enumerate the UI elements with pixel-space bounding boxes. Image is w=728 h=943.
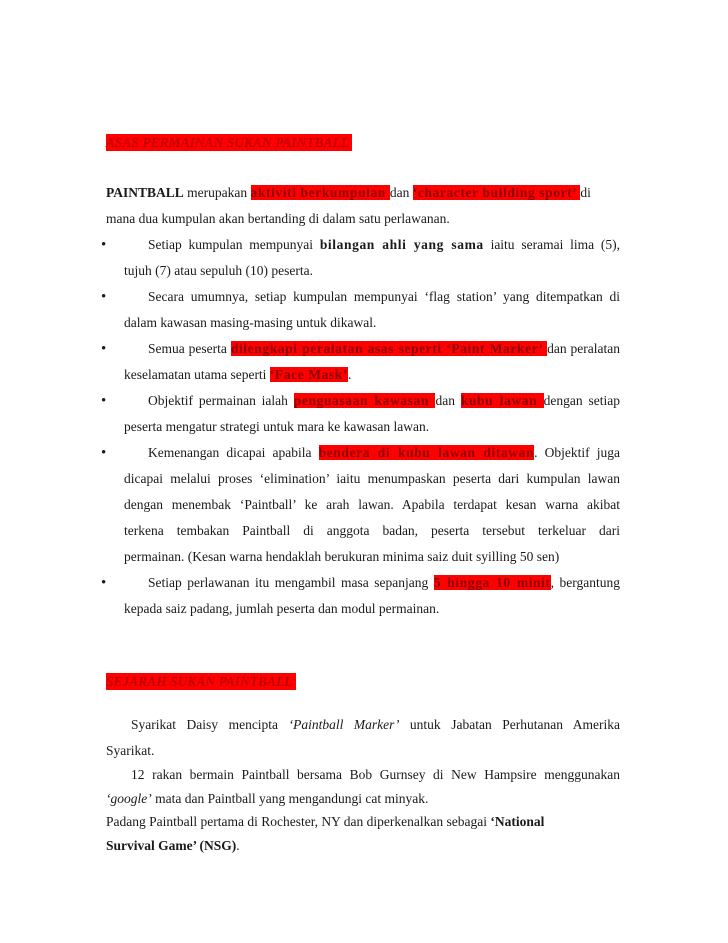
- para-text: mata dan Paintball yang mengandungi cat minyak.: [151, 791, 429, 806]
- bullet-5-line-1: [148, 444, 620, 462]
- bullet-text: Kemenangan dicapai apabila: [148, 445, 319, 460]
- section-heading-asas: [106, 135, 352, 151]
- intro-text: merupakan: [183, 185, 251, 200]
- italic-text: ‘google’: [106, 791, 152, 806]
- bullet-text: keselamatan utama seperti: [124, 367, 270, 382]
- highlight-penguasaan: penguasaan kawasan: [293, 393, 436, 408]
- highlight-kubu-lawan: kubu lawan: [460, 393, 544, 408]
- heading-highlight: ASAS PERMAINAN SUKAN PAINTBALL: [106, 134, 352, 151]
- sejarah-p2-line-2: [106, 790, 428, 808]
- bullet-marker: •: [101, 575, 107, 591]
- italic-text: ‘Paintball Marker’: [288, 717, 400, 732]
- bullet-text: dengan setiap: [543, 393, 620, 408]
- para-text: untuk Jabatan Perhutanan Amerika: [399, 717, 620, 732]
- bullet-6-line-1: [148, 574, 620, 592]
- bullet-2-line-1: Secara umumnya, setiap kumpulan mempunyai ‘flag station’ yang ditempatkan di: [148, 289, 620, 304]
- bullet-4-line-1: [148, 392, 620, 410]
- bullet-marker: •: [101, 393, 107, 409]
- highlight-bendera: bendera di kubu lawan ditawan: [318, 445, 535, 460]
- sejarah-p3-line-2: [106, 837, 240, 855]
- bullet-3-line-1: [148, 340, 620, 358]
- bullet-3-line-2: [124, 366, 351, 384]
- bullet-marker: •: [101, 289, 107, 305]
- sejarah-p2-line-1: 12 rakan bermain Paintball bersama Bob Gurnsey di New Hampsire menggunakan: [131, 767, 620, 782]
- intro-line-1: [106, 184, 591, 202]
- heading-highlight: SEJARAH SUKAN PAINTBALL: [106, 673, 296, 690]
- bullet-2-line-2: dalam kawasan masing-masing untuk dikawal.: [124, 315, 377, 330]
- bullet-text: iaitu seramai lima (5),: [483, 237, 620, 252]
- para-text: .: [236, 838, 240, 853]
- highlight-aktiviti: aktiviti berkumpulan: [250, 185, 390, 200]
- bullet-1-line-2: tujuh (7) atau sepuluh (10) peserta.: [124, 263, 313, 278]
- bold-text: Survival Game’ (NSG): [106, 838, 237, 853]
- section-heading-sejarah: [106, 674, 296, 690]
- bold-text: bilangan ahli yang sama: [319, 237, 484, 252]
- bullet-marker: •: [101, 341, 107, 357]
- bullet-5-line-3: dengan menembak ‘Paintball’ ke arah lawan. Apabila terdapat kesan warna akibat: [124, 497, 620, 512]
- bullet-text: , bergantung: [550, 575, 620, 590]
- bullet-5-line-2: dicapai melalui proses ‘elimination’ iaitu menumpaskan peserta dari kumpulan lawan: [124, 471, 620, 486]
- intro-term: PAINTBALL: [106, 185, 184, 200]
- highlight-peralatan: dilengkapi peralatan asas seperti ‘Paint Marker’: [230, 341, 548, 356]
- bullet-4-line-2: peserta mengatur strategi untuk mara ke kawasan lawan.: [124, 419, 430, 434]
- intro-line-2: mana dua kumpulan akan bertanding di dalam satu perlawanan.: [106, 211, 450, 226]
- sejarah-p3-line-1: [106, 813, 544, 831]
- highlight-character-building: ‘character building sport’: [412, 185, 581, 200]
- intro-text: di: [580, 185, 591, 200]
- bullet-5-line-4: terkena tembakan Paintball di anggota badan, peserta tersebut terkeluar dari: [124, 523, 620, 538]
- para-text: Syarikat Daisy mencipta: [131, 717, 289, 732]
- sejarah-p1-line-1: [131, 716, 620, 734]
- bullet-text: Semua peserta: [148, 341, 231, 356]
- bullet-text: dan peralatan: [547, 341, 620, 356]
- bullet-text: Setiap perlawanan itu mengambil masa sepanjang: [148, 575, 434, 590]
- highlight-face-mask: ‘Face Mask’: [269, 367, 349, 382]
- bullet-text: Setiap kumpulan mempunyai: [148, 237, 320, 252]
- bold-text: ‘National: [490, 814, 545, 829]
- bullet-text: . Objektif juga: [534, 445, 620, 460]
- bullet-text: Objektif permainan ialah: [148, 393, 294, 408]
- intro-text: dan: [389, 185, 413, 200]
- bullet-5-line-5: permainan. (Kesan warna hendaklah berukuran minima saiz duit syilling 50 sen): [124, 549, 560, 564]
- highlight-masa: 5 hingga 10 minit: [433, 575, 551, 590]
- bullet-marker: •: [101, 445, 107, 461]
- bullet-text: .: [348, 367, 352, 382]
- bullet-marker: •: [101, 237, 107, 253]
- para-text: Padang Paintball pertama di Rochester, NY dan diperkenalkan sebagai: [106, 814, 491, 829]
- bullet-text: dan: [435, 393, 461, 408]
- bullet-6-line-2: kepada saiz padang, jumlah peserta dan modul permainan.: [124, 601, 440, 616]
- sejarah-p1-line-2: Syarikat.: [106, 743, 155, 758]
- bullet-1-line-1: [148, 236, 620, 254]
